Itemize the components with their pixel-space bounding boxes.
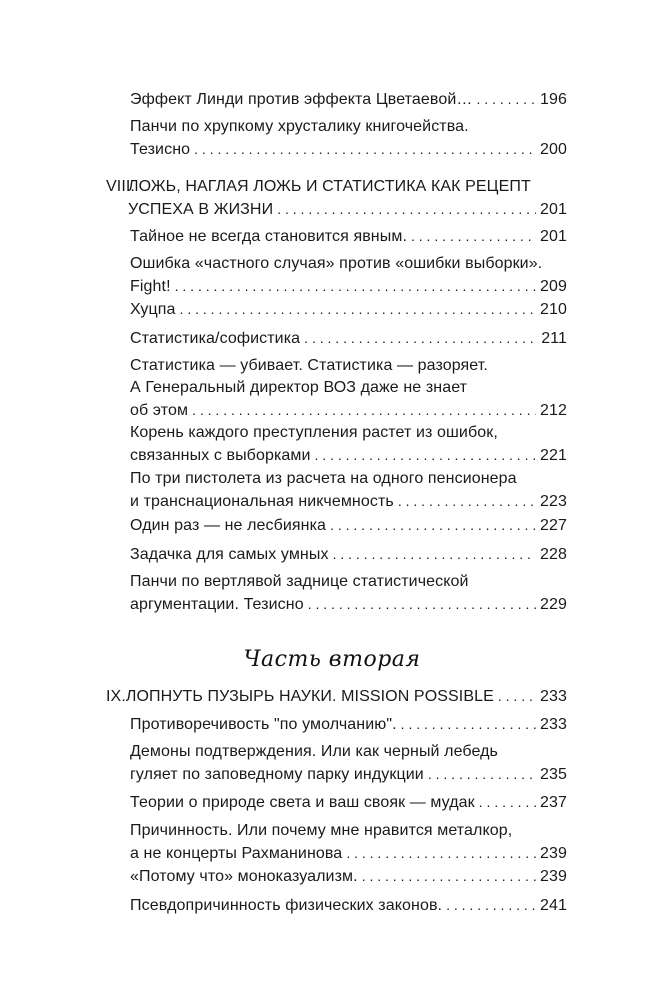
leader-dots xyxy=(192,399,536,421)
leader-dots xyxy=(446,894,536,916)
chapter-title-line: ЛОЖЬ, НАГЛАЯ ЛОЖЬ И СТАТИСТИКА КАК РЕЦЕПТ xyxy=(128,178,531,195)
toc-entry-title: Тайное не всегда становится явным. xyxy=(130,228,407,245)
toc-entry-title: Задачка для самых умных xyxy=(130,546,329,563)
leader-dots xyxy=(175,275,536,297)
leader-dots xyxy=(330,514,536,536)
toc-entry-title: Fight! xyxy=(130,278,171,295)
leader-dots xyxy=(479,791,536,813)
toc-page-number: 233 xyxy=(540,688,567,705)
toc-entry xyxy=(130,88,567,111)
toc-entry-title: а не концерты Рахманинова xyxy=(130,845,343,862)
part-heading: Часть вторая xyxy=(243,647,421,672)
chapter-title-line: УСПЕХА В ЖИЗНИ xyxy=(128,201,274,218)
toc-page-number: 209 xyxy=(540,278,567,295)
toc-entry-title: и транснациональная никчемность xyxy=(130,493,394,510)
toc-page-number: 212 xyxy=(540,402,567,419)
toc-page-number: 223 xyxy=(540,493,567,510)
toc-entry-title: Псевдопричинность физических законов. xyxy=(130,897,443,914)
chapter-number: VIII. xyxy=(106,178,135,195)
toc-entry xyxy=(130,791,567,814)
leader-dots xyxy=(428,763,536,785)
toc-entry xyxy=(130,514,567,537)
toc-entry-title-line: По три пистолета из расчета на одного пенсионера xyxy=(130,470,517,487)
toc-entry-title: Эффект Линди против эффекта Цветаевой… xyxy=(130,91,473,108)
leader-dots xyxy=(315,444,536,466)
toc-entry-title-line: Ошибка «частного случая» против «ошибки выборки». xyxy=(130,255,543,272)
toc-entry-title: Один раз — не лесбиянка xyxy=(130,517,327,534)
toc-entry xyxy=(130,543,567,566)
toc-entry-title: «Потому что» моноказуализм. xyxy=(130,868,358,885)
toc-entry xyxy=(130,468,567,513)
toc-entry-title: об этом xyxy=(130,402,189,419)
toc-page-number: 239 xyxy=(540,868,567,885)
leader-dots xyxy=(346,842,536,864)
toc-page-number: 211 xyxy=(541,330,567,347)
toc-entry xyxy=(130,741,567,786)
toc-entry-title: гуляет по заповедному парку индукции xyxy=(130,766,424,783)
toc-entry-title: Тезисно xyxy=(130,141,191,158)
toc-entry xyxy=(130,225,567,248)
toc-entry-title-line: А Генеральный директор ВОЗ даже не знает xyxy=(130,379,468,396)
toc-entry-title-line: Демоны подтверждения. Или как черный лебедь xyxy=(130,743,498,760)
toc-entry xyxy=(130,422,567,467)
leader-dots xyxy=(277,198,536,220)
leader-dots xyxy=(398,490,536,512)
toc-entry xyxy=(130,820,567,865)
toc-chapter-heading xyxy=(106,176,567,221)
toc-entry xyxy=(130,865,567,888)
leader-dots xyxy=(333,543,536,565)
leader-dots xyxy=(308,593,536,615)
toc-entry xyxy=(130,298,567,321)
leader-dots xyxy=(194,138,536,160)
toc-entry-title-line: Панчи по вертлявой заднице статистической xyxy=(130,573,469,590)
toc-page-number: 221 xyxy=(540,447,567,464)
toc-page-number: 241 xyxy=(540,897,567,914)
leader-dots xyxy=(498,685,536,707)
toc-page-number: 233 xyxy=(540,716,567,733)
chapter-title-line: ЛОПНУТЬ ПУЗЫРЬ НАУКИ. MISSION POSSIBLE xyxy=(125,688,494,705)
toc-page-number: 227 xyxy=(540,517,567,534)
toc-page-number: 239 xyxy=(540,845,567,862)
toc-entry-title-line: Корень каждого преступления растет из ошибок, xyxy=(130,424,498,441)
toc-page-number: 228 xyxy=(540,546,567,563)
toc-entry-title: Хуцпа xyxy=(130,301,176,318)
toc-page-number: 201 xyxy=(540,201,567,218)
toc-entry xyxy=(130,713,567,736)
toc-entry-title: Теории о природе света и ваш свояк — мудак xyxy=(130,794,475,811)
toc-page-number: 229 xyxy=(540,596,567,613)
toc-entry xyxy=(130,327,567,350)
toc-page-number: 200 xyxy=(540,141,567,158)
toc-entry-title-line: Статистика — убивает. Статистика — разоряет. xyxy=(130,357,488,374)
chapter-number: IX. xyxy=(106,688,126,705)
toc-entry-title: Противоречивость "по умолчанию". xyxy=(130,716,397,733)
toc-entry xyxy=(130,571,567,616)
toc-chapter-heading xyxy=(106,685,567,708)
toc-page-number: 235 xyxy=(540,766,567,783)
toc-entry-title: Статистика/софистика xyxy=(130,330,301,347)
toc-page-number: 201 xyxy=(540,228,567,245)
toc-entry-title: связанных с выборками xyxy=(130,447,311,464)
toc-page-number: 237 xyxy=(540,794,567,811)
leader-dots xyxy=(304,327,537,349)
leader-dots xyxy=(180,298,536,320)
toc-entry-title-line: Панчи по хрупкому хрусталику книгочейства. xyxy=(130,118,469,135)
leader-dots xyxy=(362,865,536,887)
leader-dots xyxy=(411,225,536,247)
leader-dots xyxy=(476,88,536,110)
toc-page-number: 210 xyxy=(540,301,567,318)
toc-page-number: 196 xyxy=(540,91,567,108)
toc-entry xyxy=(130,116,567,161)
leader-dots xyxy=(401,713,536,735)
toc-entry xyxy=(130,355,567,422)
toc-entry-title-line: Причинность. Или почему мне нравится металкор, xyxy=(130,822,513,839)
toc-entry xyxy=(130,253,567,298)
toc-entry-title: аргументации. Тезисно xyxy=(130,596,304,613)
toc-entry xyxy=(130,894,567,917)
